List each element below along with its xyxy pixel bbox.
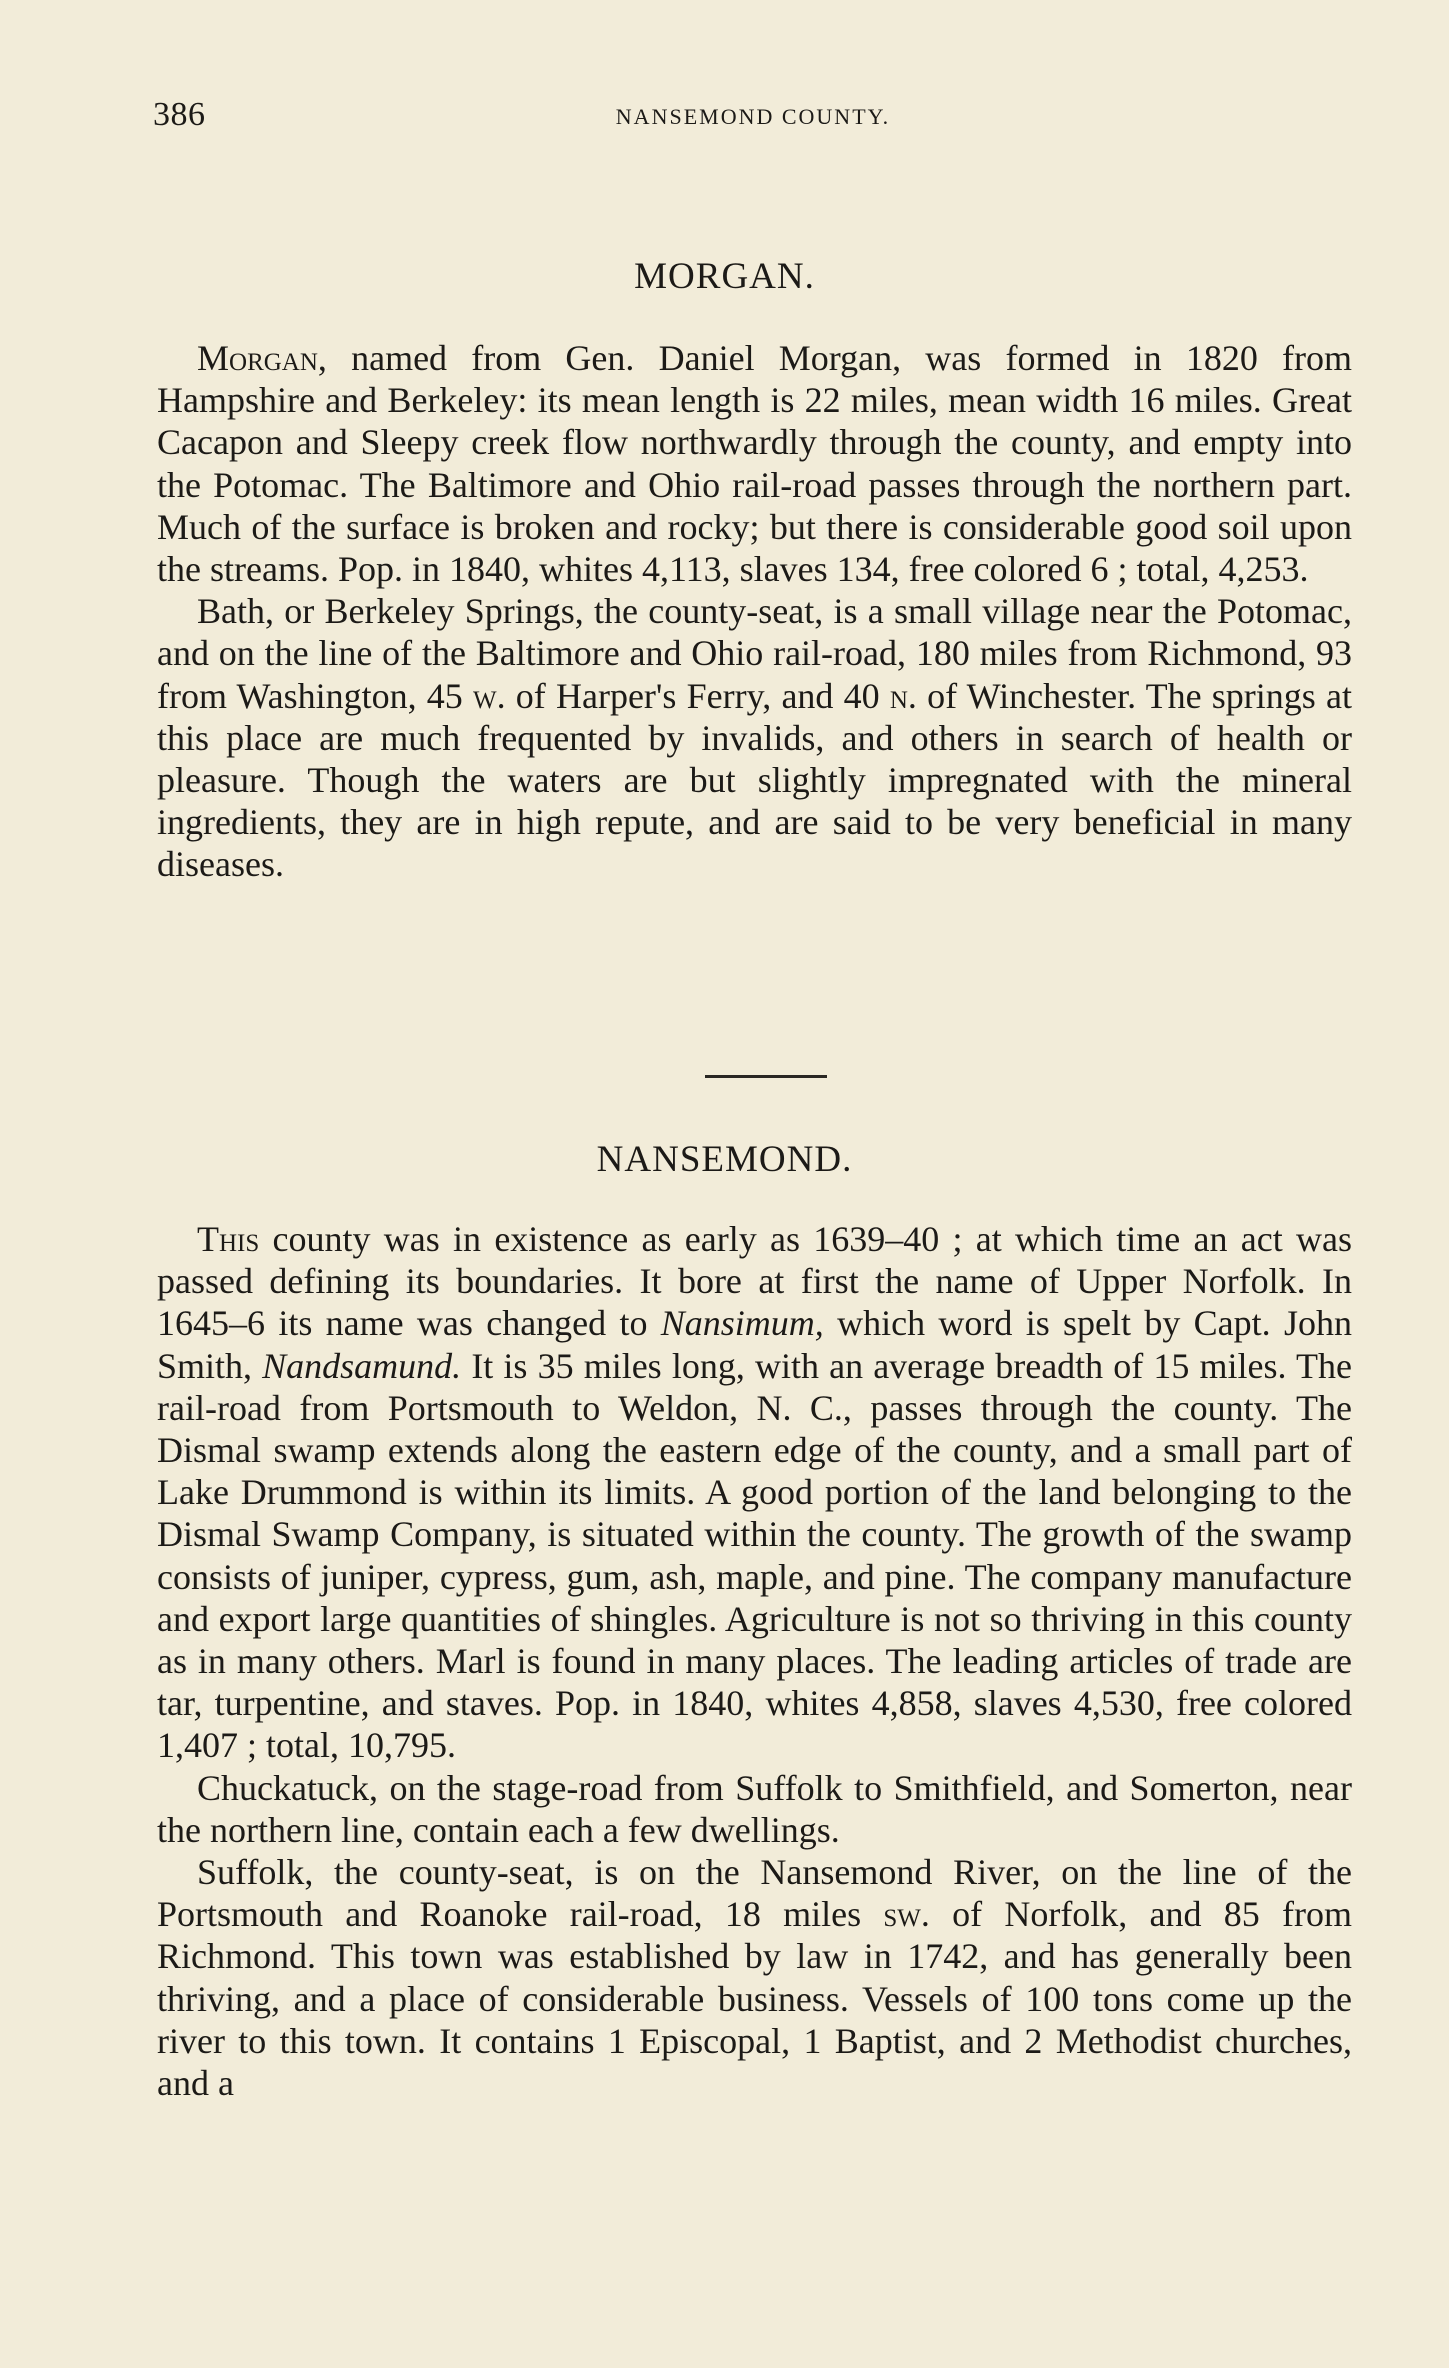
section-heading-morgan: MORGAN.	[634, 256, 815, 297]
morgan-lead-word: Morgan	[197, 338, 318, 378]
morgan-p2-part-a: Bath, or Berkeley Springs, the county-seat, is a small village near the Potomac, and on the line of the Baltimore and Ohio rail-road, 180 miles from Richmond, 93 from Washington, 45	[157, 591, 1352, 716]
running-head	[153, 96, 1353, 140]
direction-abbrev: sw.	[883, 1894, 930, 1935]
direction-abbrev: w.	[473, 675, 506, 716]
morgan-paragraph-2	[157, 590, 1352, 885]
nansemond-p1-part-b: which word is spelt by Capt. John Smith,	[157, 1303, 1352, 1386]
italic-name-nansimum: Nansimum,	[660, 1303, 824, 1344]
nansemond-paragraph-1	[157, 1218, 1352, 1767]
nansemond-p3-part-a: Suffolk, the county-seat, is on the Nansemond River, on the line of the Portsmouth and Roanoke rail-road, 18 miles	[157, 1852, 1352, 1935]
running-title: NANSEMOND COUNTY.	[615, 104, 891, 129]
morgan-section-text	[157, 337, 1352, 886]
page-number: 386	[153, 96, 206, 133]
italic-name-nandsamund: Nandsamund.	[262, 1345, 462, 1386]
nansemond-lead-word: This	[197, 1219, 260, 1259]
nansemond-paragraph-3	[157, 1851, 1352, 2104]
morgan-p2-part-c: of Winchester. The springs at this place are much frequented by invalids, and others in search of health or pleasure. Though the waters are but slightly impregnated with the mineral ingredients, they are in high repute, and are said to be very beneficial in many diseases.	[157, 675, 1352, 885]
morgan-paragraph-1-text: , named from Gen. Daniel Morgan, was formed in 1820 from Hampshire and Berkeley: its mean length is 22 miles, mean width 16 miles. Great Cacapon and Sleepy creek flow northwardly through the county, and empty into the Potomac. The Baltimore and Ohio rail-road passes through the northern part. Much of the surface is broken and rocky; but there is considerable good soil upon the streams. Pop. in 1840, whites 4,113, slaves 134, free colored 6 ; total, 4,253.	[157, 338, 1352, 590]
morgan-paragraph-1	[157, 337, 1352, 590]
nansemond-p1-part-c: It is 35 miles long, with an average breadth of 15 miles. The rail-road from Portsmouth to Weldon, N. C., passes through the county. The Dismal swamp extends along the eastern edge of the county, and a small part of Lake Drummond is within its limits. A good portion of the land belonging to the Dismal Swamp Company, is situated within the county. The growth of the swamp consists of juniper, cypress, gum, ash, maple, and pine. The company manufacture and export large quantities of shingles. Agriculture is not so thriving in this county as in many others. Marl is found in many places. The leading articles of trade are tar, turpentine, and staves. Pop. in 1840, whites 4,858, slaves 4,530, free colored 1,407 ; total, 10,795.	[157, 1345, 1352, 1766]
section-divider	[705, 1075, 827, 1078]
nansemond-p3-part-b: of Norfolk, and 85 from Richmond. This town was established by law in 1742, and has generally been thriving, and a place of considerable business. Vessels of 100 tons come up the river to this town. It contains 1 Episcopal, 1 Baptist, and 2 Methodist churches, and a	[157, 1894, 1352, 2104]
morgan-p2-part-b: of Harper's Ferry, and 40	[505, 675, 890, 716]
nansemond-p1-part-a: county was in existence as early as 1639–40 ; at which time an act was passed defining its boundaries. It bore at first the name of Upper Norfolk. In 1645–6 its name was changed to	[157, 1219, 1352, 1344]
direction-abbrev: n.	[889, 675, 917, 716]
nansemond-section-text	[157, 1218, 1352, 2104]
section-heading-nansemond: NANSEMOND.	[596, 1139, 853, 1180]
nansemond-paragraph-2: Chuckatuck, on the stage-road from Suffolk to Smithfield, and Somerton, near the northern line, contain each a few dwellings.	[157, 1767, 1352, 1850]
